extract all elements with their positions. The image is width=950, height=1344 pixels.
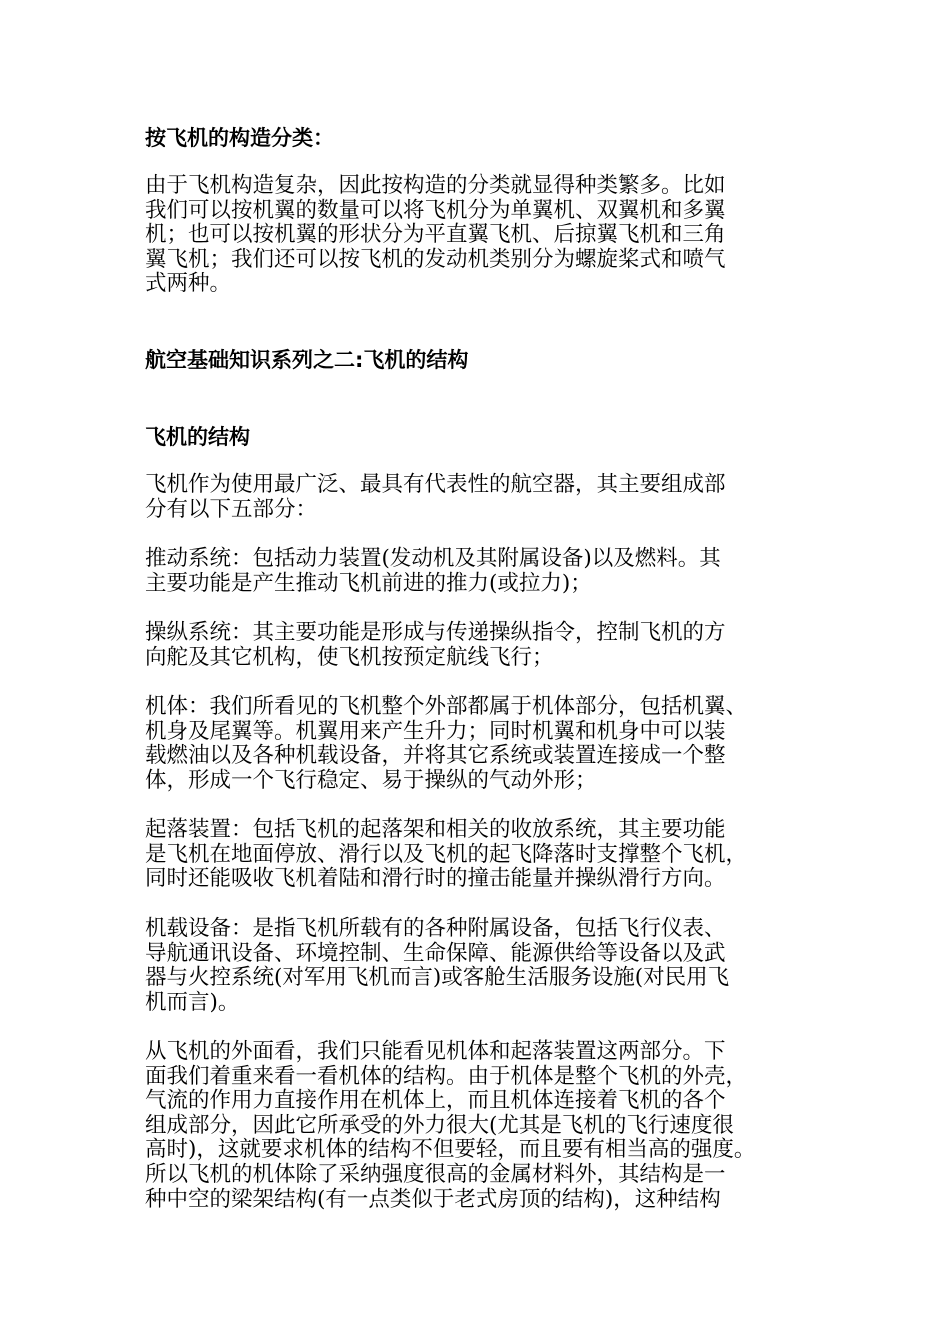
text-line: 向舵及其它机构，使飞机按预定航线飞行； (145, 644, 554, 670)
paragraph-intro (145, 473, 835, 522)
series-title: 航空基础知识系列之二:飞机的结构 (145, 348, 469, 372)
paragraph-airframe (145, 695, 835, 793)
text-line: 主要功能是产生推动飞机前进的推力(或拉力)； (145, 570, 592, 596)
text-line: 机；也可以按机翼的形状分为平直翼飞机、后掠翼飞机和三角 (145, 222, 726, 248)
text-line: 式两种。 (145, 271, 232, 297)
paragraph-control-system (145, 621, 835, 670)
paragraph-exterior-structure (145, 1040, 835, 1212)
text-line: 组成部分，因此它所承受的外力很大(尤其是飞机的飞行速度很 (145, 1112, 734, 1138)
text-line: 种中空的梁架结构(有一点类似于老式房顶的结构)，这种结构 (145, 1186, 721, 1212)
text-line: 由于飞机构造复杂，因此按构造的分类就显得种类繁多。比如 (145, 173, 726, 198)
text-line: 面我们着重来看一看机体的结构。由于机体是整个飞机的外壳， (145, 1063, 748, 1089)
text-line: 气流的作用力直接作用在机体上，而且机体连接着飞机的各个 (145, 1088, 726, 1114)
text-line: 飞机作为使用最广泛、最具有代表性的航空器，其主要组成部 (145, 472, 726, 497)
heading-construction-classification: 按飞机的构造分类： (145, 126, 334, 150)
text-line: 翼飞机；我们还可以按飞机的发动机类别分为螺旋桨式和喷气 (145, 246, 726, 272)
text-line: 我们可以按机翼的数量可以将飞机分为单翼机、双翼机和多翼 (145, 197, 726, 223)
heading-aircraft-structure: 飞机的结构 (145, 425, 250, 449)
text-line: 分有以下五部分： (145, 496, 318, 522)
text-line: 载燃油以及各种机载设备，并将其它系统或装置连接成一个整 (145, 743, 726, 769)
text-line: 推动系统：包括动力装置(发动机及其附属设备)以及燃料。其 (145, 546, 721, 571)
text-line: 机载设备：是指飞机所载有的各种附属设备，包括飞行仪表、 (145, 916, 726, 941)
paragraph-landing-gear (145, 818, 835, 892)
text-line: 操纵系统：其主要功能是形成与传递操纵指令，控制飞机的方 (145, 620, 726, 645)
text-line: 所以飞机的机体除了采纳强度很高的金属材料外，其结构是一 (145, 1161, 726, 1187)
text-line: 体，形成一个飞行稳定、易于操纵的气动外形； (145, 767, 597, 793)
text-line: 器与火控系统(对军用飞机而言)或客舱生活服务设施(对民用飞 (145, 965, 730, 991)
text-line: 高时)，这就要求机体的结构不但要轻，而且要有相当高的强度。 (145, 1137, 756, 1163)
text-line: 起落装置：包括飞机的起落架和相关的收放系统，其主要功能 (145, 817, 726, 842)
paragraph-construction-classification (145, 174, 835, 297)
paragraph-onboard-equipment (145, 917, 835, 1015)
text-line: 机身及尾翼等。机翼用来产生升力；同时机翼和机身中可以装 (145, 718, 726, 744)
text-line: 从飞机的外面看，我们只能看见机体和起落装置这两部分。下 (145, 1039, 726, 1064)
text-line: 机体：我们所看见的飞机整个外部都属于机体部分，包括机翼、 (145, 694, 748, 719)
text-line: 同时还能吸收飞机着陆和滑行时的撞击能量并操纵滑行方向。 (145, 866, 726, 892)
text-line: 导航通讯设备、环境控制、生命保障、能源供给等设备以及武 (145, 940, 726, 966)
text-line: 机而言)。 (145, 989, 240, 1015)
text-line: 是飞机在地面停放、滑行以及飞机的起飞降落时支撑整个飞机， (145, 841, 748, 867)
paragraph-propulsion-system (145, 547, 835, 596)
